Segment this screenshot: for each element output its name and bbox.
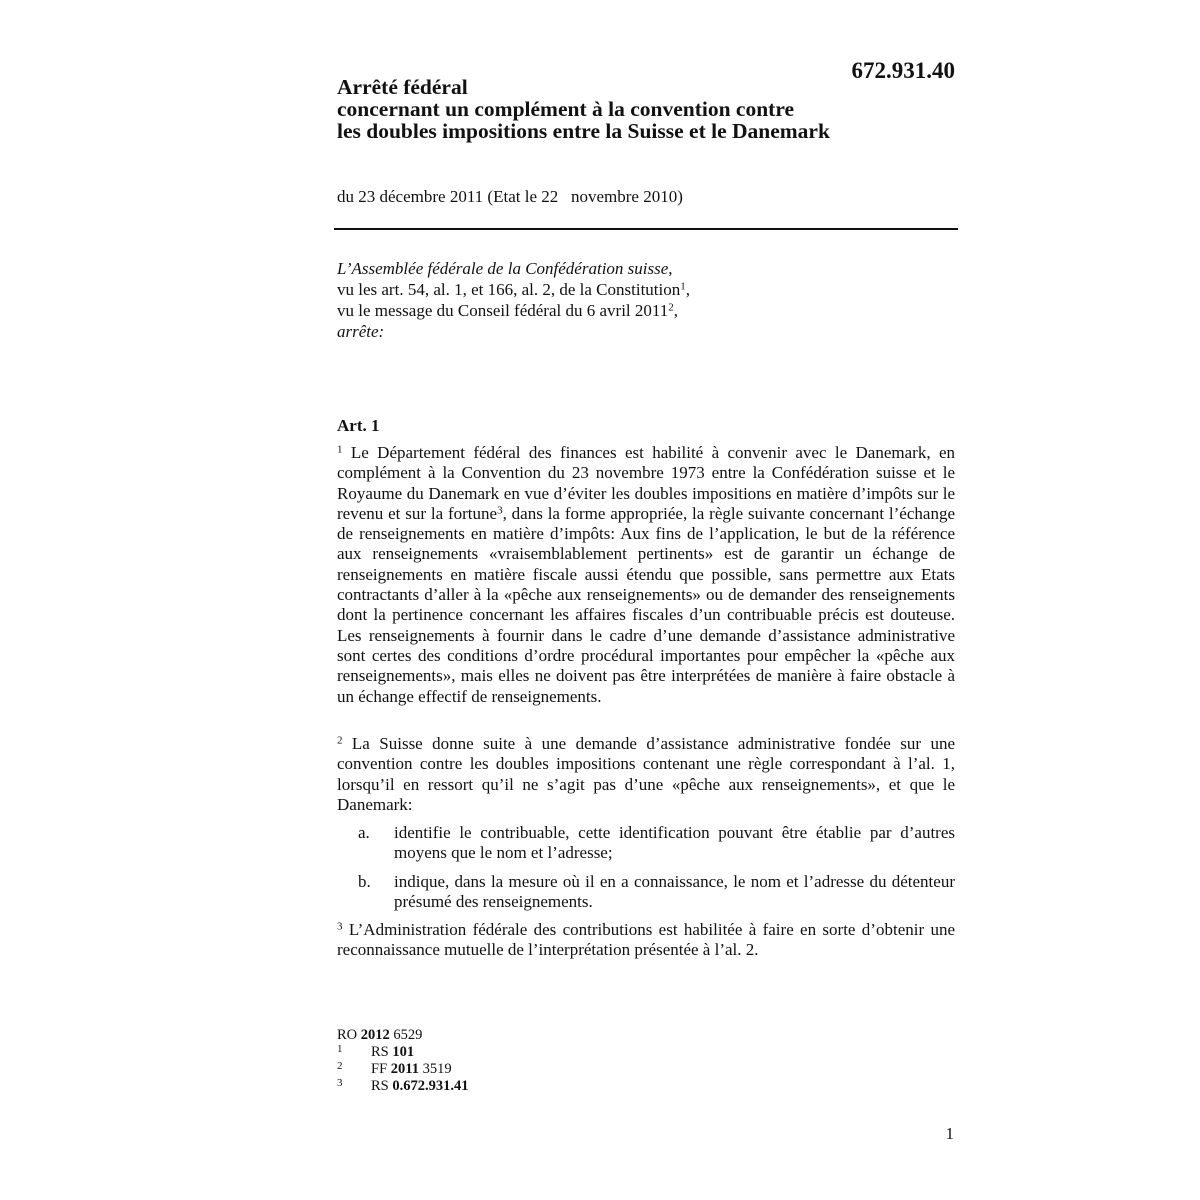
article-paragraph-3 (337, 920, 955, 961)
ro-year: 2012 (360, 1027, 390, 1043)
preamble-decision: arrête: (337, 322, 385, 341)
sr-number: 672.931.40 (851, 58, 955, 83)
paragraph-number-2: 2 (337, 734, 343, 747)
footnote-2-suffix: 3519 (418, 1061, 452, 1077)
preamble-message-text: vu le message du Conseil fédéral du 6 avril 2011 (337, 301, 669, 320)
footnote-1 (337, 1044, 422, 1061)
preamble-constitution-end: , (685, 280, 691, 299)
footnote-3 (337, 1077, 469, 1095)
footnote-text-1[interactable] (371, 1044, 414, 1061)
list-marker-b: b. (358, 872, 371, 891)
title-line-2: concernant un complément à la convention contre (337, 97, 795, 121)
preamble-constitution-line (337, 279, 957, 300)
footnote-ref-2[interactable]: 2 (668, 301, 674, 314)
paragraph-number-3: 3 (337, 920, 343, 933)
ro-prefix: RO (337, 1027, 361, 1043)
preamble-message-end: , (673, 301, 679, 320)
preamble-constitution-text: vu les art. 54, al. 1, et 166, al. 2, de la Constitution (337, 280, 681, 299)
paragraph-3-text: L’Administration fédérale des contributions est habilitée à faire en sorte d’obtenir une reconnaissance mutuelle de l’interprétation présentée à l’al. 2. (337, 920, 955, 960)
paragraph-1-text-a: Le Département fédéral des finances est habilité à convenir avec le Danemark, en complément à la Convention du 23 novembre 1973 entre la Confédération suisse et le Royaume du Danemark en vue d’éviter les doubles impositions en matière d’impôts sur le revenu et sur la fortune (337, 443, 955, 523)
list-text-b: indique, dans la mesure où il en a connaissance, le nom et l’adresse du détenteur présumé des renseignements. (394, 872, 955, 912)
preamble-assembly: L’Assemblée fédérale de la Confédération suisse, (337, 259, 673, 278)
ro-page: 6529 (389, 1027, 423, 1043)
footnote-ref-1[interactable]: 1 (680, 280, 686, 293)
list-text-a: identifie le contribuable, cette identification pouvant être établie par d’autres moyens que le nom et l’adresse; (394, 823, 955, 863)
footnote-2 (337, 1060, 452, 1078)
footnote-number-1: 1 (337, 1043, 343, 1055)
footnote-3-number-ref: 0.672.931.41 (392, 1078, 469, 1094)
footnote-1-prefix: RS (371, 1044, 393, 1060)
footnote-text-3[interactable] (371, 1078, 469, 1095)
footnote-3-prefix: RS (371, 1078, 393, 1094)
page-number: 1 (945, 1124, 954, 1143)
footnote-2-number-ref: 2011 (390, 1061, 419, 1077)
footnote-number-3: 3 (337, 1077, 343, 1089)
title-line-1: Arrêté fédéral (337, 75, 468, 99)
footnotes (337, 1027, 469, 1095)
official-compilation-reference (337, 1027, 422, 1044)
paragraph-1-text-b: , dans la forme appropriée, la règle suivante concernant l’échange de renseignements en matière d’impôts: Aux fins de l’application, le but de la référence aux renseignements «vraisemblablement pertinents» est de garantir un échange de renseignements en matière fiscale aussi étendu que possible, sans permettre aux Etats contractants d’aller à la «pêche aux renseignements» ou de demander des renseignements dont la pertinence concernant les affaires fiscales d’un contribuable précis est douteuse. Les renseignements à fournir dans le cadre d’une demande d’assistance administrative sont certes des conditions d’ordre procédural importantes pour empêcher la «pêche aux renseignements», mais elles ne doivent pas être interprétées de manière à faire obstacle à un échange effectif de renseignements. (337, 503, 955, 706)
title-line-3: les doubles impositions entre la Suisse et le Danemark (337, 119, 830, 143)
list-marker-a: a. (358, 823, 370, 842)
article-paragraph-2 (337, 734, 955, 815)
article-heading: Art. 1 (337, 416, 380, 435)
date-line: du 23 décembre 2011 (Etat le 22 novembre 2010) (337, 187, 683, 206)
footnote-text-2[interactable] (371, 1061, 452, 1078)
footnote-1-number-ref: 101 (392, 1044, 415, 1060)
paragraph-2-text: La Suisse donne suite à une demande d’assistance administrative fondée sur une convention contre les doubles impositions contenant une règle correspondant à l’al. 1, lorsqu’il en ressort qu’il ne s’agit pas d’une «pêche aux renseignements», et que le Danemark: (337, 734, 955, 814)
article-paragraph-1 (337, 443, 955, 707)
preamble-message-line (337, 300, 957, 321)
footnote-number-2: 2 (337, 1060, 343, 1072)
footnote-2-prefix: FF (371, 1061, 391, 1077)
header-divider (334, 228, 958, 230)
paragraph-number-1: 1 (337, 443, 343, 456)
footnote-ref-3[interactable]: 3 (497, 504, 503, 517)
preamble (337, 258, 957, 342)
document-title (337, 76, 937, 142)
